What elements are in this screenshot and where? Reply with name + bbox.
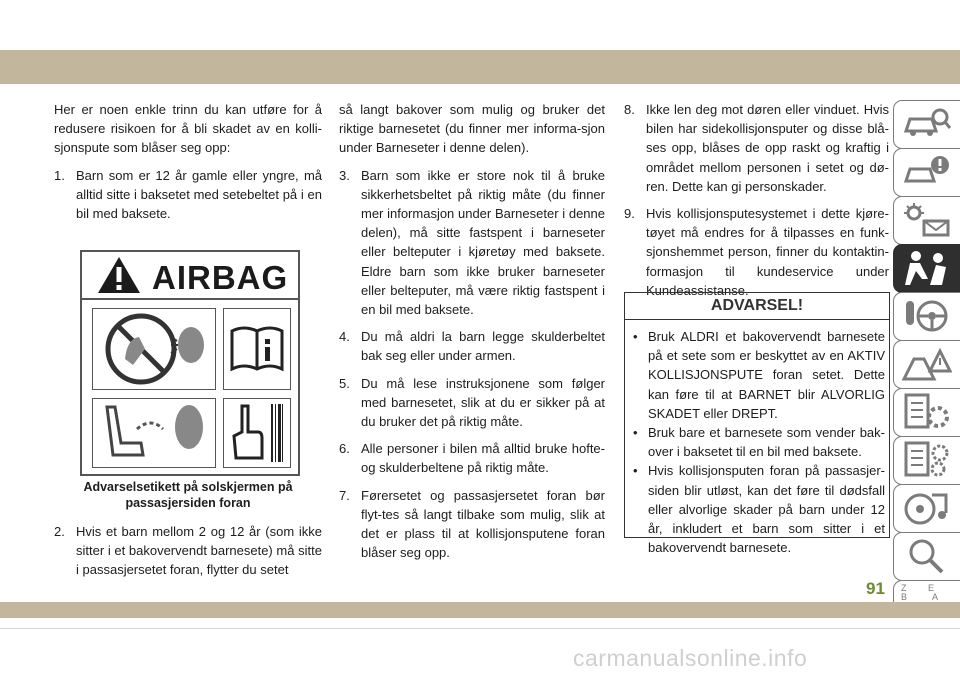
list-number: 2. (54, 524, 65, 539)
label-title: AIRBAG (152, 259, 289, 296)
warning-triangle-icon (96, 255, 142, 295)
list-item (339, 327, 605, 365)
list-item (339, 374, 605, 432)
tab-maintenance[interactable] (893, 388, 960, 437)
footer-rule (0, 628, 960, 629)
bullet: • (633, 463, 638, 479)
steering-wheel-icon (902, 297, 952, 335)
warning-text: Bruk ALDRI et bakovervendt barnesete på et sete som er beskyttet av en AKTIV KOLLISJONSPUTE foran setet. Dette kan føre til at BARNET blir ALVORLIG SKADET eller DREPT. (648, 329, 885, 421)
bullet: • (633, 329, 638, 344)
list-text: Alle personer i bilen må alltid bruke hofte- og skulderbeltene på riktig måte. (361, 441, 605, 476)
tab-search[interactable] (893, 532, 960, 581)
warning-box (624, 292, 890, 556)
service-tools-icon (902, 441, 952, 479)
list-item (624, 100, 889, 196)
page-number: 91 (866, 579, 885, 598)
list-text: Barn som ikke er store nok til å bruke sikkerhetsbeltet på riktig måte (du finner mer informasjon under Barneseter i denne delen), må sitte fastspent i barneseter eller belteputer i kjøretøy med baksete. Eldre barn som ikke bruker barneseter eller belteputer, må være riktig fastspent i en bil med baksete. (361, 167, 605, 318)
list-item (54, 166, 322, 224)
list-text: Du må lese instruksjonene som følger med barnesetet, slik at du er sikker på at du bruker det på riktig måte. (361, 375, 605, 430)
tab-warning-light[interactable] (893, 148, 960, 197)
barcode-cell (223, 398, 291, 468)
seat-airbag-icon (93, 399, 215, 467)
multimedia-disc-icon (902, 489, 952, 527)
index-letter: B (901, 592, 908, 601)
list-item (339, 439, 605, 477)
no-rear-seat-cell (92, 308, 216, 390)
search-index-icon (902, 537, 952, 575)
warning-text: Bruk bare et barnesete som vender bak-over i baksetet til en bil med baksete. (648, 425, 885, 460)
index-letter: A (932, 592, 939, 601)
column-2 (339, 100, 605, 570)
list-text: Førersetet og passasjersetet foran bør flyt-tes så langt tilbake som mulig, slik at det er plass til at kollisjonsputene foran blåser seg opp. (361, 487, 605, 561)
tab-multimedia[interactable] (893, 484, 960, 533)
warning-text: Hvis kollisjonsputen foran på passasjer-siden blir utløst, kan det føre til dødsfall eller alvorlige skader på barn under 12 år, inkludert et barn som sitter i et bakovervendt barnesete. (648, 463, 885, 556)
tab-road-warning[interactable] (893, 340, 960, 389)
tab-service[interactable] (893, 436, 960, 485)
list-item (339, 486, 605, 563)
list-number: 6. (339, 441, 350, 457)
warning-item (633, 423, 885, 461)
tab-car-search[interactable] (893, 100, 960, 149)
list-text: Hvis et barn mellom 2 og 12 år (som ikke sitter i et bakovervendt barnesete) må sitte i passasjersetet foran, flytter du setet (76, 524, 322, 578)
list-number: 1. (54, 167, 65, 183)
manual-cell (223, 308, 291, 390)
warning-light-icon (902, 153, 952, 191)
maintenance-checklist-icon (902, 393, 952, 431)
intro-paragraph: Her er noen enkle trinn du kan utføre for å redusere risikoen for å bli skadet av en kolli-sjonspute som blåser seg opp: (54, 102, 322, 156)
airbag-warning-label-figure (80, 250, 300, 476)
warning-item (633, 461, 885, 557)
seat-airbag-cell (92, 398, 216, 468)
figure-caption: Advarselsetikett på solskjermen på passasjersiden foran (83, 480, 293, 510)
list-number: 8. (624, 102, 635, 117)
watermark: carmanualsonline.info (573, 645, 808, 671)
list-text: Ikke len deg mot døren eller vinduet. Hvis bilen har sidekollisjonsputer og disse blå-ses opp, blåses de opp raskt og kraftig i området mellom personen i setet og dø-ren. Dette kan gi personskader. (646, 102, 889, 194)
column-1-lower (54, 522, 322, 588)
list-text: Barn som er 12 år gamle eller yngre, må alltid sitte i baksetet med setebeltet på i en bil med baksete. (76, 167, 322, 222)
manual-book-icon (224, 309, 290, 389)
warning-list (633, 327, 885, 557)
barcode-icon (270, 402, 284, 464)
list-item (624, 204, 889, 300)
index-letter: E (928, 583, 935, 593)
warning-item (633, 327, 885, 423)
index-letter: Z (901, 583, 907, 593)
column-3 (624, 100, 889, 308)
dashboard-lights-icon (902, 201, 952, 239)
car-search-icon (902, 105, 952, 143)
list-item (54, 522, 322, 580)
list-number: 5. (339, 375, 350, 391)
bullet: • (633, 425, 638, 441)
list-number: 9. (624, 206, 635, 222)
alphabet-index-icon (898, 581, 954, 601)
tab-steering[interactable] (893, 292, 960, 341)
footer-band (0, 602, 960, 618)
no-child-seat-icon (93, 309, 215, 389)
tab-index[interactable] (893, 580, 960, 603)
warning-title: ADVARSEL! (625, 293, 889, 320)
list-text: Du må aldri la barn legge skulderbeltet bak seg eller under armen. (361, 329, 605, 364)
label-header (82, 252, 298, 300)
header-band (0, 50, 960, 84)
list-number: 4. (339, 329, 350, 345)
pointing-hand-icon (228, 402, 266, 464)
list-text: Hvis kollisjonsputesystemet i dette kjøre-tøyet må endres for å tilpasses en funk-sjonshemmet person, finner du kontaktin-formasjon til kundeservice under Kundeassistanse. (646, 206, 889, 298)
list-item (339, 166, 605, 320)
airbag-safety-icon (902, 249, 952, 287)
column-1 (54, 100, 322, 231)
road-warning-icon (902, 345, 952, 383)
continuation-paragraph: så langt bakover som mulig og bruker det riktige barnesetet (du finner mer informa-sjon under Barneseter i denne delen). (339, 102, 605, 156)
tab-dashboard-lights[interactable] (893, 196, 960, 245)
list-number: 3. (339, 167, 350, 183)
list-number: 7. (339, 487, 350, 503)
tab-airbag-safety[interactable] (893, 244, 960, 293)
